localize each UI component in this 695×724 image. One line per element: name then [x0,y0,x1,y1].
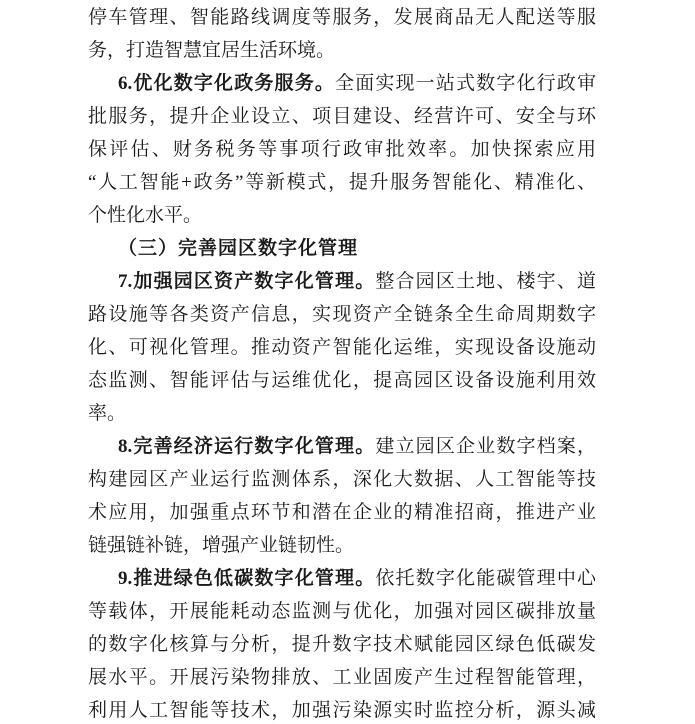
bold-run: （三）完善园区数字化管理 [118,238,359,259]
text-run: 的数字化核算与分析，提升数字技术赋能园区绿色低碳发 [88,634,596,655]
document-text-area [88,1,596,724]
text-run: 利用人工智能等技术，加强污染源实时监控分析，源头减 [88,700,596,721]
text-run: 等载体，开展能耗动态监测与优化，加强对园区碳排放量 [88,601,596,622]
text-run: 路设施等各类资产信息，实现资产全链条全生命周期数字 [88,304,596,325]
text-run: 率。 [88,403,127,424]
text-line [88,166,596,199]
text-line [88,298,596,331]
section-heading [88,232,596,265]
clause-9-start-line [88,562,596,595]
text-run: “人工智能+政务”等新模式，提升服务智能化、精准化、 [88,172,596,193]
bold-run: 6.优化数字化政务服务。 [118,73,336,94]
text-run: 展水平。开展污染物排放、工业固废产生过程智能管理， [88,667,596,688]
text-run: 构建园区产业运行监测体系，深化大数据、人工智能等技 [88,469,596,490]
clause-8-start-line [88,430,596,463]
text-run: 态监测、智能评估与运维优化，提高园区设备设施利用效 [88,370,596,391]
text-line [88,397,596,430]
text-run: 化、可视化管理。推动资产智能化运维，实现设备设施动 [88,337,596,358]
text-run: 个性化水平。 [88,205,203,226]
text-line [88,628,596,661]
text-run: 依托数字化能碳管理中心 [375,568,596,589]
text-line [88,1,596,34]
text-line [88,364,596,397]
text-run: 全面实现一站式数字化行政审 [335,73,596,94]
text-run: 链强链补链，增强产业链韧性。 [88,535,355,556]
clause-6-start-line [88,67,596,100]
text-run: 停车管理、智能路线调度等服务，发展商品无人配送等服 [88,7,596,28]
text-run: 批服务，提升企业设立、项目建设、经营许可、安全与环 [88,106,596,127]
text-line [88,694,596,724]
text-run: 建立园区企业数字档案， [375,436,596,457]
text-run: 术应用，加强重点环节和潜在企业的精准招商，推进产业 [88,502,596,523]
bold-run: 7.加强园区资产数字化管理。 [118,271,376,292]
text-line [88,595,596,628]
text-run: 保评估、财务税务等事项行政审批效率。加快探索应用 [88,139,596,160]
text-line [88,100,596,133]
bold-run: 8.完善经济运行数字化管理。 [118,436,376,457]
text-line [88,34,596,67]
text-line [88,496,596,529]
text-line [88,199,596,232]
text-line [88,529,596,562]
text-run: 整合园区土地、楼宇、道 [375,271,596,292]
clause-7-start-line [88,265,596,298]
bold-run: 9.推进绿色低碳数字化管理。 [118,568,376,589]
text-line [88,661,596,694]
text-line [88,331,596,364]
text-run: 务，打造智慧宜居生活环境。 [88,40,336,61]
text-line [88,133,596,166]
text-line [88,463,596,496]
